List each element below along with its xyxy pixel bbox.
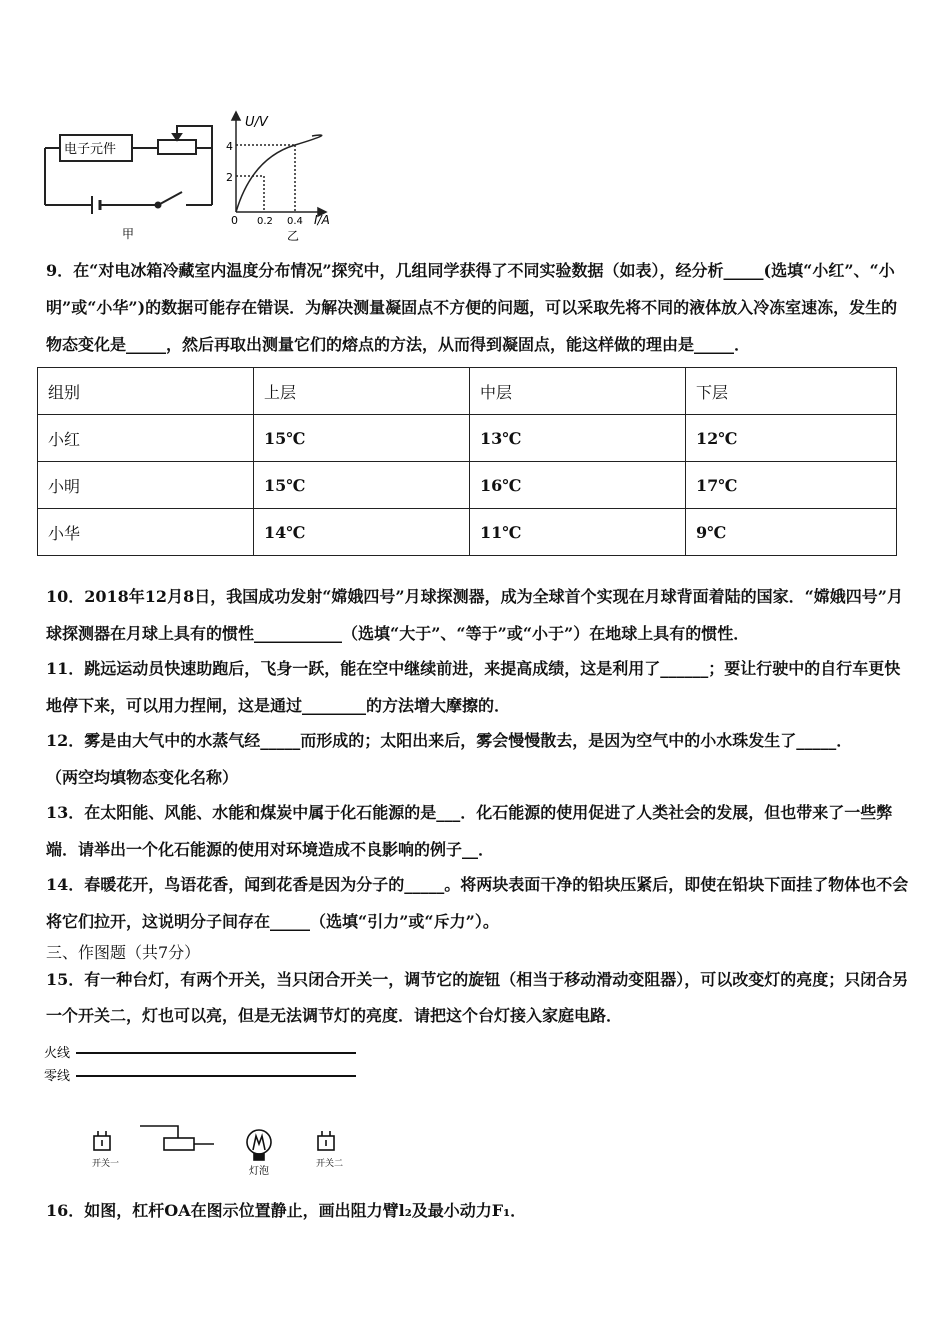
switch-one-label: 开关一 (92, 1159, 120, 1169)
table-cell: 14℃ (254, 509, 470, 556)
tick-y-4: 4 (226, 140, 233, 153)
table-cell: 9℃ (686, 509, 897, 556)
question-13 (46, 794, 910, 868)
table-cell: 小明 (38, 462, 254, 509)
switch-two-label: 开关二 (316, 1159, 344, 1169)
switch-one-icon (94, 1131, 110, 1150)
temperature-table (37, 367, 897, 556)
u-axis-arrow (232, 112, 240, 120)
section-3-title: 三、作图题（共7分） (46, 943, 201, 962)
ui-curve (236, 135, 322, 212)
table-header: 上层 (254, 368, 470, 415)
bulb-icon (247, 1130, 271, 1160)
rheostat (158, 140, 196, 154)
table-cell: 12℃ (686, 415, 897, 462)
question-10 (46, 578, 910, 652)
table-header: 组别 (38, 368, 254, 415)
axis-i-label: I/A (314, 213, 330, 227)
switch-blade (160, 192, 182, 204)
question-9-text: 9．在“对电冰箱冷藏室内温度分布情况”探究中，几组同学获得了不同实验数据（如表），经分析_____(选填“小红”、“小明”或“小华”)的数据可能存在错误．为解决测量凝固点不方便的问题，可以采取先将不同的液体放入冷冻室速冻，发生的物态变化是_____，然后再取出测量它们的熔点的方法，从而得到凝固点，能这样做的理由是_____． (46, 261, 898, 354)
circuit-and-graph-figure (40, 108, 350, 243)
question-12-text: 12．雾是由大气中的水蒸气经_____而形成的；太阳出来后，雾会慢慢散去，是因为空气中的小水珠发生了_____． (46, 731, 853, 750)
live-wire-label: 火线 (44, 1046, 71, 1061)
switch-two-icon (318, 1131, 334, 1150)
table-row (38, 462, 897, 509)
table-header: 中层 (470, 368, 686, 415)
table-row (38, 509, 897, 556)
tick-y-2: 2 (226, 171, 233, 184)
question-14 (46, 866, 910, 940)
tick-x-0: 0 (231, 214, 238, 227)
tick-x-02: 0.2 (257, 216, 273, 227)
label-yi: 乙 (287, 229, 300, 243)
table-cell: 15℃ (254, 415, 470, 462)
table-cell: 11℃ (470, 509, 686, 556)
rheostat-icon (140, 1126, 214, 1150)
question-12 (46, 722, 910, 796)
table-cell: 小华 (38, 509, 254, 556)
table-cell: 16℃ (470, 462, 686, 509)
axis-u-label: U/V (245, 115, 268, 130)
question-14-text: 14．春暖花开，鸟语花香，闻到花香是因为分子的_____。将两块表面干净的铅块压紧后，即使在铅块下面挂了物体也不会将它们拉开，这说明分子间存在_____（选填“引力”或“斥力”）。 (46, 875, 909, 931)
tick-x-04: 0.4 (287, 216, 303, 227)
question-11 (46, 650, 910, 724)
table-header: 下层 (686, 368, 897, 415)
question-16-text: 16．如图，杠杆OA在图示位置静止，画出阻力臂l₂及最小动力F₁． (46, 1201, 527, 1220)
table-row (38, 415, 897, 462)
table-cell: 小红 (38, 415, 254, 462)
rheostat-slider-wire (177, 126, 212, 148)
circuit-diagram (45, 126, 212, 214)
component-label: 电子元件 (64, 142, 117, 157)
question-11-text: 11．跳远运动员快速助跑后，飞身一跃，能在空中继续前进，来提高成绩，这是利用了______；要让行驶中的自行车更快地停下来，可以用力捏闸，这是通过________的方法增大摩擦的． (46, 659, 901, 715)
wiring-figure (44, 1040, 374, 1180)
question-10-text: 10．2018年12月8日，我国成功发射“嫦娥四号”月球探测器，成为全球首个实现在月球背面着陆的国家．“嫦娥四号”月球探测器在月球上具有的惯性___________（选填“大于”、“等于”或“小于”）在地球上具有的惯性． (46, 587, 904, 643)
question-16 (46, 1192, 910, 1229)
table-cell: 15℃ (254, 462, 470, 509)
question-15-text: 15．有一种台灯，有两个开关，当只闭合开关一，调节它的旋钮（相当于移动滑动变阻器），可以改变灯的亮度；只闭合另一个开关二，灯也可以亮，但是无法调节灯的亮度．请把这个台灯接入家庭电路． (46, 970, 909, 1025)
table-cell: 17℃ (686, 462, 897, 509)
question-9 (46, 252, 910, 363)
question-15 (46, 962, 910, 1034)
question-13-text: 13．在太阳能、风能、水能和煤炭中属于化石能源的是___．化石能源的使用促进了人类社会的发展，但也带来了一些弊端．请举出一个化石能源的使用对环境造成不良影响的例子__． (46, 803, 893, 859)
label-jia: 甲 (122, 227, 135, 241)
table-cell: 13℃ (470, 415, 686, 462)
table-header-row (38, 368, 897, 415)
bulb-label: 灯泡 (249, 1166, 269, 1177)
neutral-wire-label: 零线 (44, 1069, 71, 1084)
question-12-note: （两空均填物态变化名称） (46, 768, 239, 787)
